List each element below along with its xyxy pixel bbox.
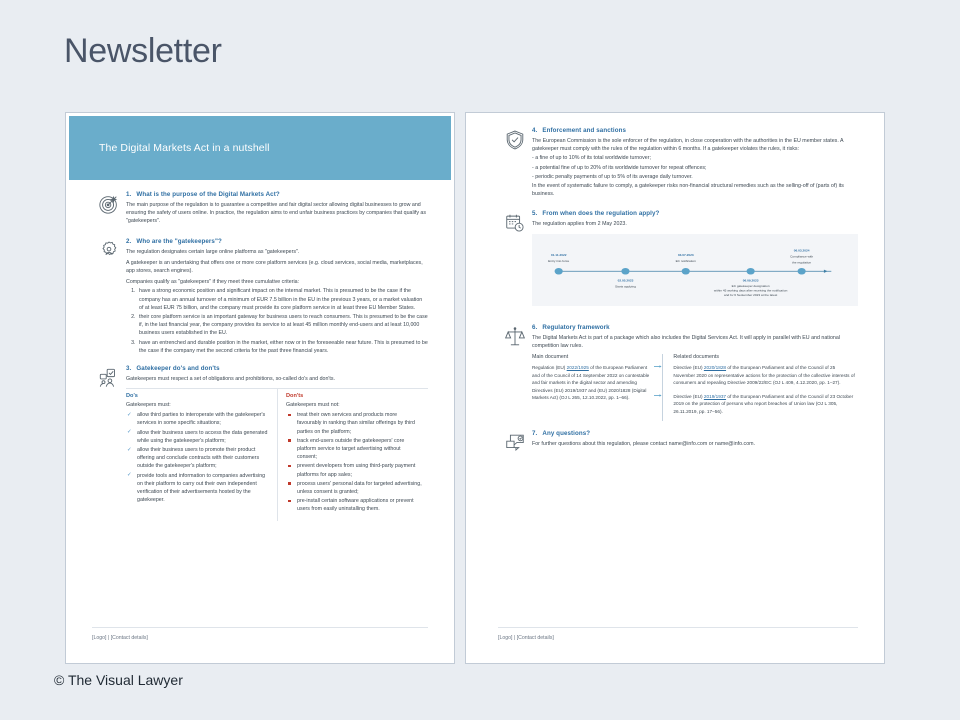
section-title: What is the purpose of the Digital Markets Act? — [136, 191, 280, 198]
doc-oj-citation: (OJ L 305, 26.11.2019, pp. 17–56). — [673, 401, 838, 414]
section-heading — [532, 430, 858, 437]
section-paragraph: In the event of systematic failure to comply, a gatekeeper risks non-financial structural remedies such as the selling-off of (parts of) its business. — [532, 183, 844, 198]
chat-check-icon — [498, 430, 532, 454]
timeline-label: Compliance with — [790, 254, 814, 259]
donts-lead: Gatekeepers must not: — [286, 402, 340, 409]
related-documents-column — [662, 354, 858, 421]
donts-list — [286, 411, 422, 513]
list-item: 3. have an entrenched and durable position in the market, either now or in the foreseeable near future. This is presumed to be the case if the company met the second criteria for the past three financial years. — [137, 339, 428, 355]
section-number: 6. — [532, 323, 538, 331]
timeline-node — [747, 268, 755, 275]
section-heading — [532, 210, 858, 217]
calendar-clock-icon — [498, 210, 532, 314]
list-item: treat their own services and products more favourably in ranking than similar offerings by third parties on the platform; — [286, 411, 422, 436]
list-item: process users' personal data for targeted advertising, unless consent is granted; — [286, 480, 422, 496]
page-footer: [Logo] | [Contact details] — [498, 627, 858, 641]
section-gatekeepers — [92, 238, 428, 356]
dos-lead: Gatekeepers must: — [126, 402, 171, 409]
doc-oj-citation: (OJ L 409, 4.12.2020, pp. 1–27). — [772, 380, 841, 386]
directive-link[interactable]: 2020/1828 — [703, 365, 727, 371]
timeline-label: EC notification — [675, 259, 696, 263]
list-item: ✓ allow their business users to promote their product offering and conclude contracts with their customers outside the gatekeeper's platform; — [126, 446, 271, 471]
gear-person-icon — [92, 238, 126, 356]
doc-suffix: of the European Parliament and of the Council of 14 September 2022 on contestable and fair markets in the digital sector and amending Directives (EU) 2019/1937 and (EU) 2020/1828 (Digital Markets Act) — [532, 365, 650, 401]
criteria-list — [126, 287, 428, 355]
document-banner — [69, 116, 451, 180]
doc-oj-citation: (OJ L 265, 12.10.2022, pp. 1–66). — [559, 395, 630, 401]
timeline-node — [621, 268, 629, 275]
section-title: Gatekeeper do's and don'ts — [136, 365, 220, 373]
doc-suffix: of the European Parliament and of the Council of 23 October 2019 on the protection of persons who report breaches of Union law — [673, 393, 854, 407]
timeline-label: EC gatekeeper designation — [731, 283, 770, 288]
section-paragraph: - periodic penalty payments of up to 5% of its average daily turnover. — [532, 173, 693, 180]
section-title: Who are the "gatekeepers"? — [136, 237, 222, 245]
section-enforcement — [498, 127, 858, 201]
related-documents-heading: Related documents — [673, 354, 720, 361]
section-number: 4. — [532, 127, 538, 134]
timeline-arrowhead — [824, 269, 828, 272]
timeline-diagram — [532, 234, 858, 306]
section-paragraph: The regulation applies from 2 May 2023. — [532, 221, 627, 228]
section-application-date — [498, 210, 858, 314]
doc-suffix: of the European Parliament and of the Council of 25 November 2020 on representative actions for the protection of the collective interests of consumers and repealing Directive 2009/22/EC — [673, 365, 855, 386]
timeline-label: Starts applying — [615, 284, 636, 289]
timeline-sublabel: within 45 working days after receiving the notification — [713, 288, 788, 293]
section-regulatory-framework — [498, 324, 858, 422]
section-heading — [126, 191, 428, 198]
section-body — [532, 210, 858, 314]
timeline-date: 03.07.2023 — [677, 253, 694, 257]
section-title: Regulatory framework — [542, 323, 610, 331]
timeline-date: 06.03.2024 — [793, 248, 810, 253]
section-number: 3. — [126, 365, 132, 373]
timeline-node — [682, 268, 690, 275]
left-page-body — [66, 191, 454, 530]
timeline-node — [555, 268, 563, 275]
main-document-citation — [532, 364, 654, 402]
section-paragraph: The European Commission is the sole enforcer of the regulation, in close cooperation with the authorities in the EU member states. A gatekeeper must comply with the rules of the regulation within 6 months. If a gatekeeper violates the rules, it risks: — [532, 138, 844, 153]
list-item: ✓ provide tools and information to companies advertising on their platform to carry out their own independent verification of their advertisements hosted by the gatekeeper. — [126, 472, 271, 505]
section-body — [532, 430, 858, 454]
section-paragraph: The Digital Markets Act is part of a package which also includes the Digital Services Act. It will apply in parallel with EU and national competition law rules. — [532, 334, 840, 349]
regulatory-documents — [532, 354, 858, 421]
list-item: ✓ allow their business users to access the data generated while using the gatekeeper's platform; — [126, 429, 271, 445]
section-heading — [126, 365, 428, 372]
section-body — [126, 191, 428, 229]
list-item: prevent developers from using third-party payment platforms for app sales; — [286, 462, 422, 478]
dos-title: Do's — [126, 393, 138, 400]
list-item: track end-users outside the gatekeepers' core platform service to target advertising without consent; — [286, 437, 422, 462]
regulation-link[interactable]: 2022/1925 — [566, 365, 589, 371]
section-dos-donts — [92, 365, 428, 521]
doc-prefix: Regulation (EU) — [532, 365, 567, 371]
section-paragraph: A gatekeeper is an undertaking that offers one or more core platform services (e.g. cloud services, social media, marketplaces, app stores, search engines). — [126, 259, 423, 275]
section-body — [126, 365, 428, 521]
copyright-credit: © The Visual Lawyer — [54, 672, 183, 688]
timeline-date: 06.09.2023 — [742, 278, 759, 283]
timeline-date: 02.05.2023 — [617, 278, 634, 283]
section-title: Any questions? — [542, 430, 591, 438]
list-item: ✓ allow third parties to interoperate with the gatekeeper's services in some specific situations; — [126, 411, 271, 427]
timeline-sublabel: and by 6 September 2023 at the latest — [723, 292, 778, 296]
section-paragraph: - a fine of up to 10% of its total worldwide turnover; — [532, 155, 651, 162]
directive-link[interactable]: 2019/1937 — [703, 393, 727, 399]
list-item: pre-install certain software applications or prevent users from easily uninstalling them. — [286, 497, 422, 513]
checklist-people-icon — [92, 365, 126, 521]
document-page-right — [465, 112, 885, 664]
section-title: From when does the regulation apply? — [542, 210, 660, 218]
section-body — [126, 238, 428, 356]
doc-prefix: Directive (EU) — [673, 393, 704, 399]
section-number: 2. — [126, 237, 132, 245]
timeline-date: 01.11.2022 — [550, 253, 567, 257]
section-paragraph: The regulation designates certain large online platforms as "gatekeepers". — [126, 248, 300, 255]
related-document-citation — [673, 364, 858, 387]
section-body — [532, 324, 858, 422]
section-paragraph: Gatekeepers must respect a set of obligations and prohibitions, so-called do's and don'ts. — [126, 376, 336, 383]
timeline-label: Entry into force — [548, 259, 570, 263]
section-heading — [126, 238, 428, 245]
section-heading — [532, 127, 858, 134]
section-number: 5. — [532, 210, 538, 218]
donts-column — [277, 389, 428, 520]
page-footer: [Logo] | [Contact details] — [92, 627, 428, 641]
arrow-right-icon — [654, 393, 662, 401]
right-page-body — [466, 127, 884, 463]
dos-column — [126, 389, 277, 520]
list-item: 2. their core platform service is an important gateway for business users to reach consumers. This is presumed to be the case if, in the last financial year, the company provides its service to at least 45 million monthly end-users and at least 10,000 business users established in the EU. — [137, 313, 428, 338]
section-number: 7. — [532, 430, 538, 438]
section-heading — [532, 324, 858, 331]
timeline-node — [798, 268, 806, 275]
scales-icon — [498, 324, 532, 422]
page-title: Newsletter — [64, 32, 222, 70]
timeline-sublabel: the regulation — [792, 260, 812, 265]
section-body — [532, 127, 858, 201]
dos-donts-table — [126, 388, 428, 520]
section-purpose — [92, 191, 428, 229]
list-item: 1. have a strong economic position and significant impact on the internal market. This is presumed to be the case if the company has an annual turnover of a minimum of EUR 7.5 billion in the EU in the previous 3 years, or a market valuation of at least EUR 75 billion, and the company must provide its core platform service in at least three EU Member States. — [137, 287, 428, 312]
target-icon — [92, 191, 126, 229]
arrow-right-icon — [654, 364, 662, 372]
related-document-citation — [673, 393, 858, 416]
section-questions — [498, 430, 858, 454]
shield-check-icon — [498, 127, 532, 201]
main-document-column — [532, 354, 662, 421]
banner-title: The Digital Markets Act in a nutshell — [99, 142, 270, 154]
doc-prefix: Directive (EU) — [673, 365, 704, 371]
donts-title: Don'ts — [286, 393, 304, 400]
section-paragraph: Companies qualify as "gatekeepers" if they meet three cumulative criteria: — [126, 279, 300, 286]
section-paragraph: For further questions about this regulation, please contact name@info.com or name@info.com. — [532, 441, 756, 448]
dos-list — [126, 411, 271, 504]
document-page-left — [65, 112, 455, 664]
section-paragraph: - a potential fine of up to 20% of its worldwide turnover for repeat offences; — [532, 164, 707, 171]
section-paragraph: The main purpose of the regulation is to guarantee a competitive and fair digital sector allowing digital businesses to grow and ensuring the safety of users online. In practice, the regulation aims to end unfair business practices by companies that qualify as "gatekeepers". — [126, 202, 427, 225]
section-number: 1. — [126, 191, 132, 198]
main-document-heading: Main document — [532, 354, 569, 361]
section-title: Enforcement and sanctions — [542, 127, 627, 134]
